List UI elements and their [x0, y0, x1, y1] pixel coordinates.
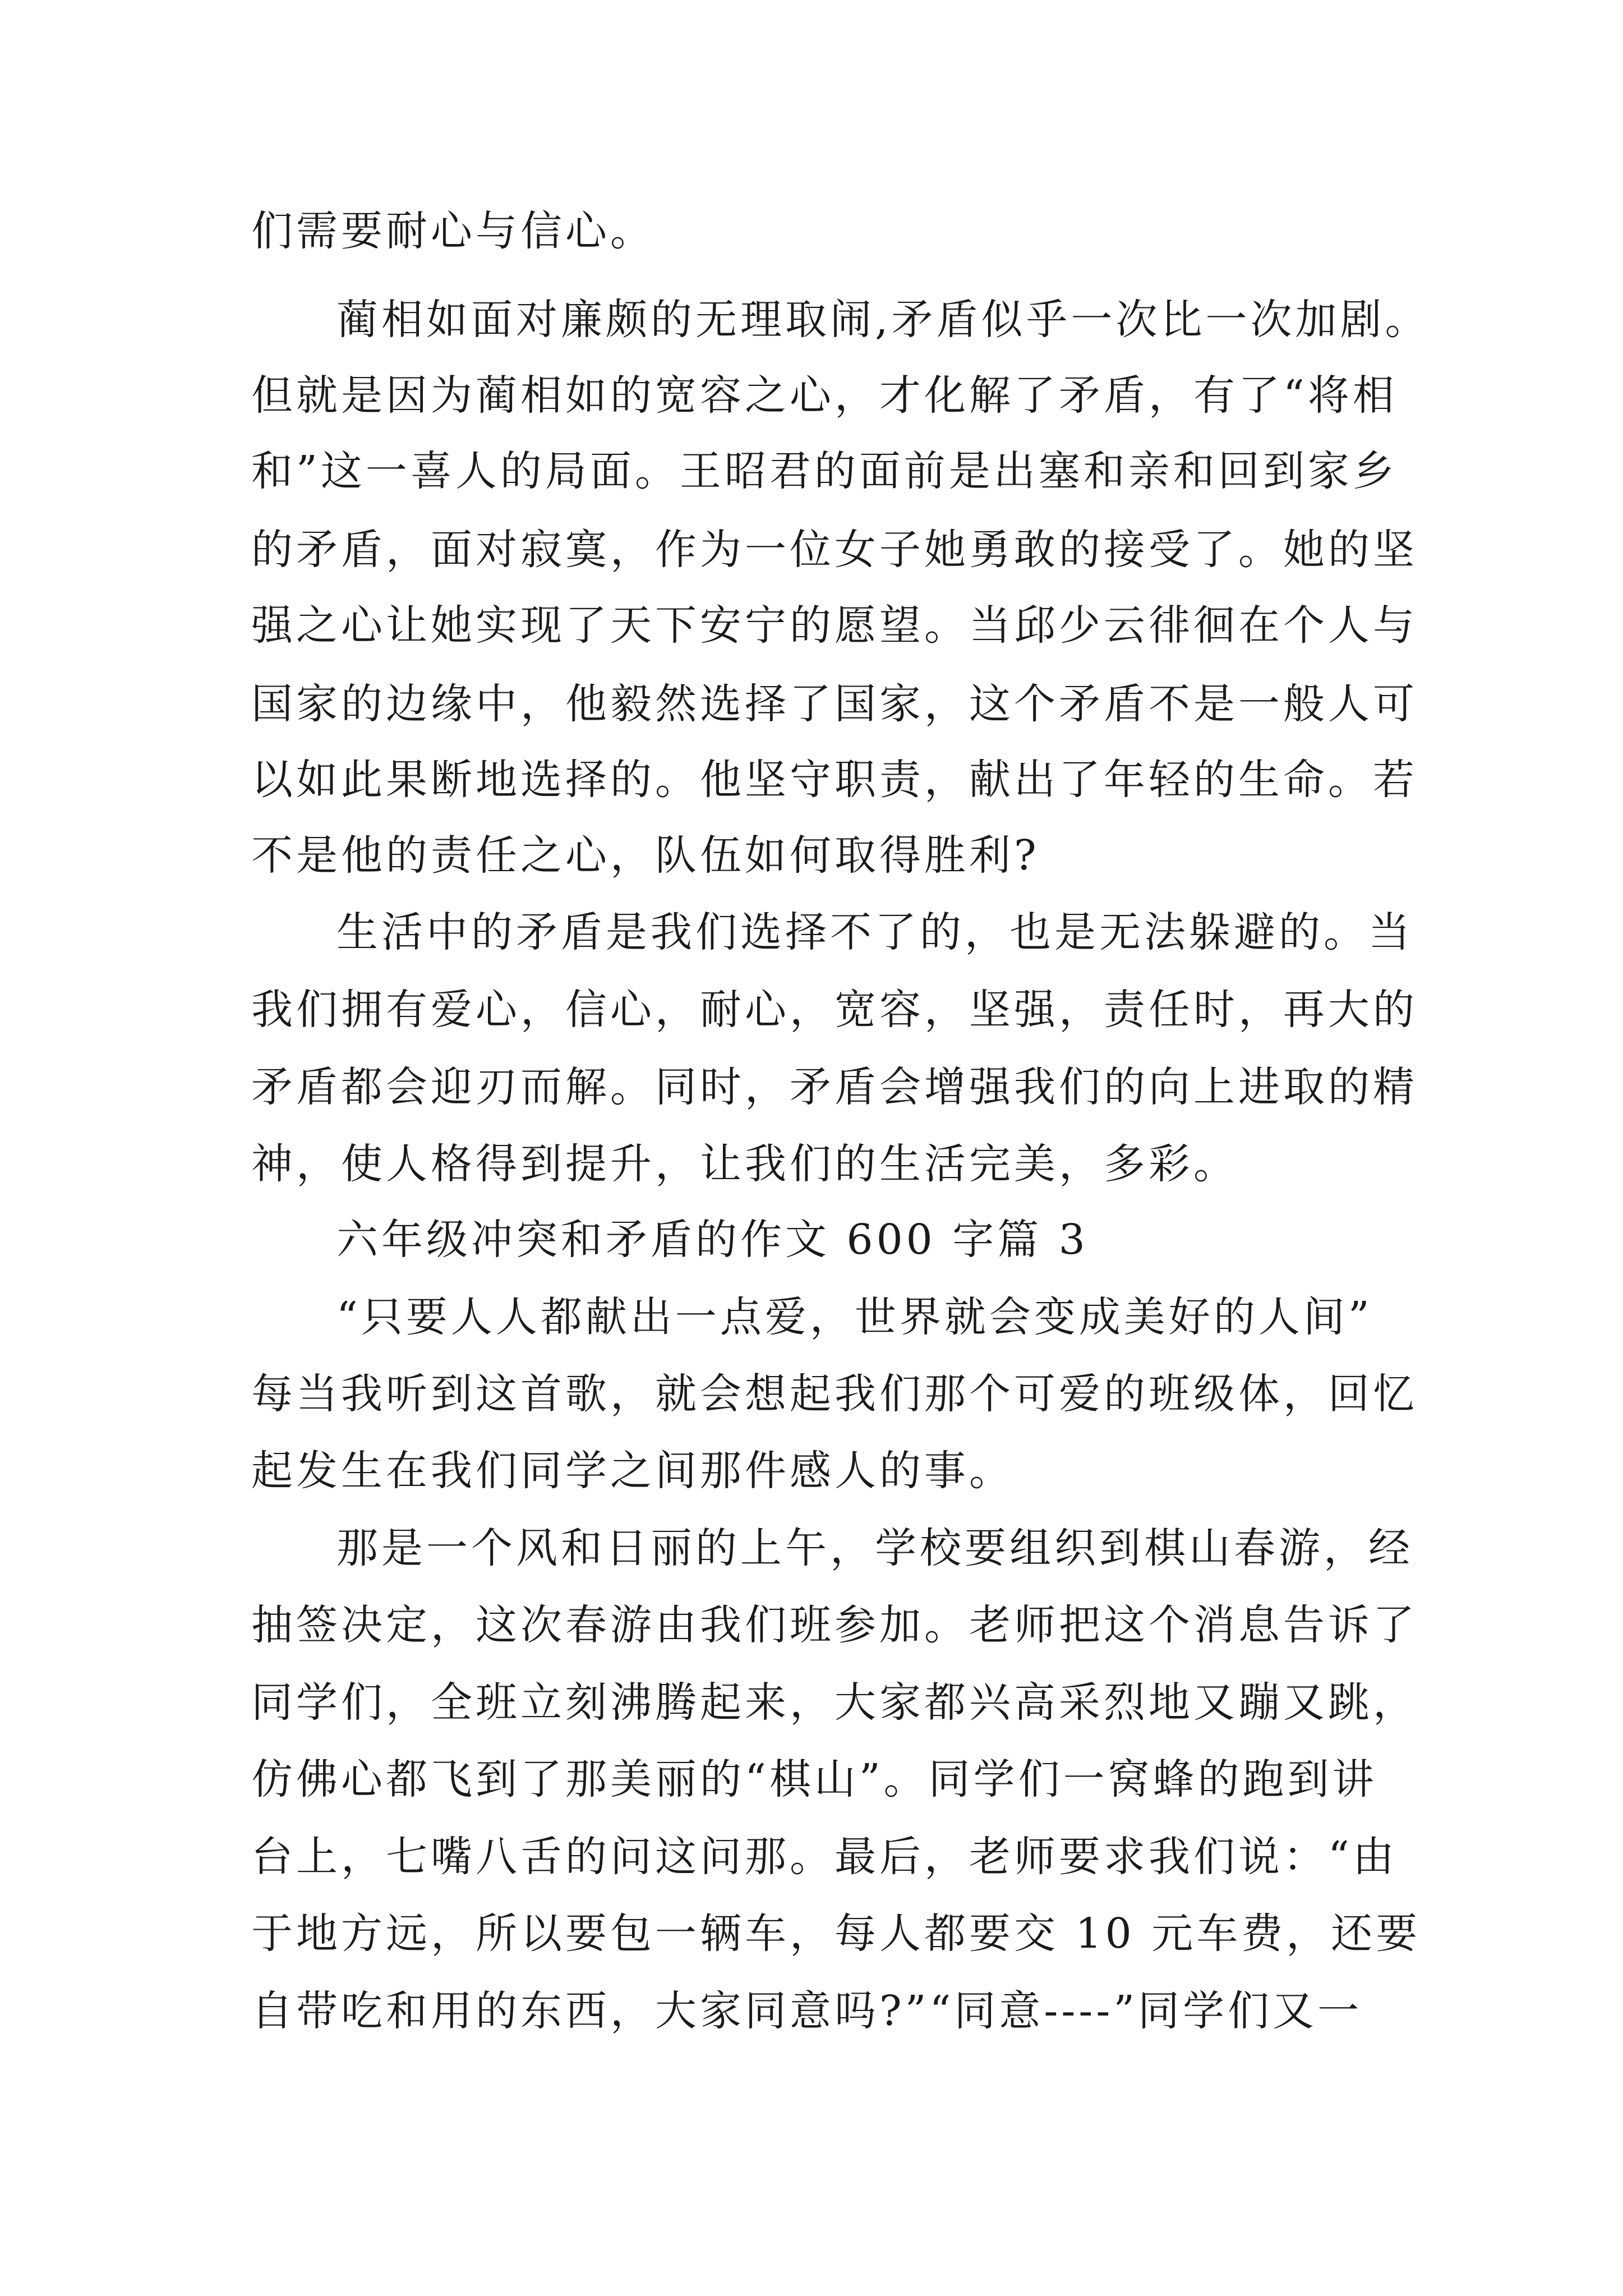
text-line: 国家的边缘中，他毅然选择了国家，这个矛盾不是一般人可 [251, 680, 1418, 728]
text-line: 们需要耐心与信心。 [251, 207, 655, 255]
text-line: 的矛盾，面对寂寞，作为一位女子她勇敢的接受了。她的坚 [251, 526, 1418, 574]
text-line: 起发生在我们同学之间那件感人的事。 [251, 1447, 1014, 1495]
text-line: 矛盾都会迎刃而解。同时，矛盾会增强我们的向上进取的精 [251, 1063, 1418, 1111]
text-line: 每当我听到这首歌，就会想起我们那个可爱的班级体，回忆 [251, 1370, 1418, 1418]
text-line: 不是他的责任之心，队伍如何取得胜利? [251, 831, 1040, 880]
text-line: 我们拥有爱心，信心，耐心，宽容，坚强，责任时，再大的 [251, 986, 1418, 1034]
text-line: 和”这一喜人的局面。王昭君的面前是出塞和亲和回到家乡 [251, 447, 1398, 495]
text-line: 抽签决定，这次春游由我们班参加。老师把这个消息告诉了 [251, 1601, 1418, 1649]
text-line: 但就是因为蔺相如的宽容之心，才化解了矛盾，有了“将相 [251, 371, 1398, 420]
text-line: 以如此果断地选择的。他坚守职责，献出了年轻的生命。若 [251, 756, 1418, 804]
text-line: 那是一个风和日丽的上午，学校要组织到棋山春游，经 [336, 1524, 1413, 1572]
text-line: 蔺相如面对廉颇的无理取闹,矛盾似乎一次比一次加剧。 [336, 296, 1430, 344]
text-line: 神，使人格得到提升，让我们的生活完美，多彩。 [251, 1140, 1238, 1188]
section-heading: 六年级冲突和矛盾的作文 600 字篇 3 [336, 1216, 1089, 1264]
text-line: 台上，七嘴八舌的问这问那。最后，老师要求我们说：“由 [251, 1833, 1398, 1881]
text-line: “只要人人都献出一点爱，世界就会变成美好的人间” [336, 1293, 1373, 1341]
text-line: 于地方远，所以要包一辆车，每人都要交 10 元车费，还要 [251, 1910, 1421, 1958]
text-line: 强之心让她实现了天下安宁的愿望。当邱少云徘徊在个人与 [251, 601, 1418, 650]
text-line: 生活中的矛盾是我们选择不了的，也是无法躲避的。当 [336, 908, 1413, 956]
text-line: 同学们，全班立刻沸腾起来，大家都兴高采烈地又蹦又跳， [251, 1678, 1418, 1727]
text-line: 自带吃和用的东西，大家同意吗?”“同意----”同学们又一 [251, 1987, 1363, 2035]
text-line: 仿佛心都飞到了那美丽的“棋山”。同学们一窝蜂的跑到讲 [251, 1755, 1377, 1803]
